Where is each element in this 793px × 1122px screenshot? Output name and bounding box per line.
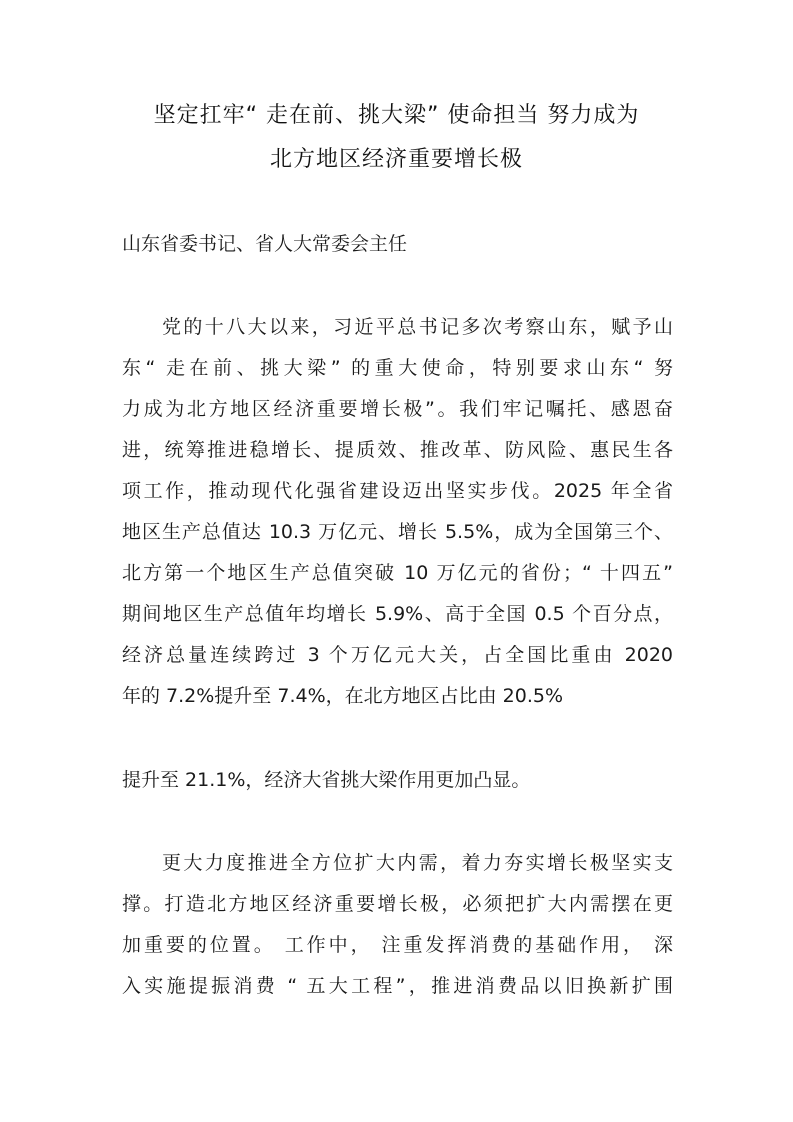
paragraph-1-line-2: 东“ 走在前、挑大梁” 的重大使命，特别要求山东“ 努: [122, 357, 673, 379]
paragraph-1-line-4: 进，统筹推进稳增长、提质效、推改革、防风险、惠民生各: [122, 439, 673, 461]
paragraph-1-line-1: 党的十八大以来，习近平总书记多次考察山东，赋予山: [162, 316, 673, 338]
paragraph-2-line-1: 更大力度推进全方位扩大内需，着力夯实增长极坚实支: [162, 852, 673, 874]
author-line: 山东省委书记、省人大常委会主任: [122, 233, 408, 255]
paragraph-2-line-3: 加重要的位置。 工作中， 注重发挥消费的基础作用， 深: [122, 934, 673, 956]
document-title-line-2: 北方地区经济重要增长极: [269, 147, 523, 172]
paragraph-1-line-7: 北方第一个地区生产总值突破 10 万亿元的省份；“ 十四五”: [122, 562, 673, 584]
document-title-line-1: 坚定扛牢“ 走在前、挑大梁” 使命担当 努力成为: [153, 103, 640, 128]
paragraph-2-line-2: 撑。打造北方地区经济重要增长极，必须把扩大内需摆在更: [122, 893, 673, 915]
paragraph-1-line-3: 力成为北方地区经济重要增长极”。我们牢记嘱托、感恩奋: [122, 398, 673, 420]
paragraph-2-line-4: 入实施提振消费 “ 五大工程”，推进消费品以旧换新扩围: [122, 975, 673, 997]
paragraph-1-tail: 提升至 21.1%，经济大省挑大梁作用更加凸显。: [122, 769, 531, 791]
paragraph-1-line-6: 地区生产总值达 10.3 万亿元、增长 5.5%，成为全国第三个、: [122, 521, 673, 543]
paragraph-1-line-9: 经济总量连续跨过 3 个万亿元大关，占全国比重由 2020: [122, 644, 673, 666]
paragraph-1-line-10: 年的 7.2%提升至 7.4%，在北方地区占比由 20.5%: [122, 685, 564, 707]
paragraph-1-line-5: 项工作，推动现代化强省建设迈出坚实步伐。2025 年全省: [122, 480, 673, 502]
paragraph-1-line-8: 期间地区生产总值年均增长 5.9%、高于全国 0.5 个百分点，: [122, 603, 673, 625]
